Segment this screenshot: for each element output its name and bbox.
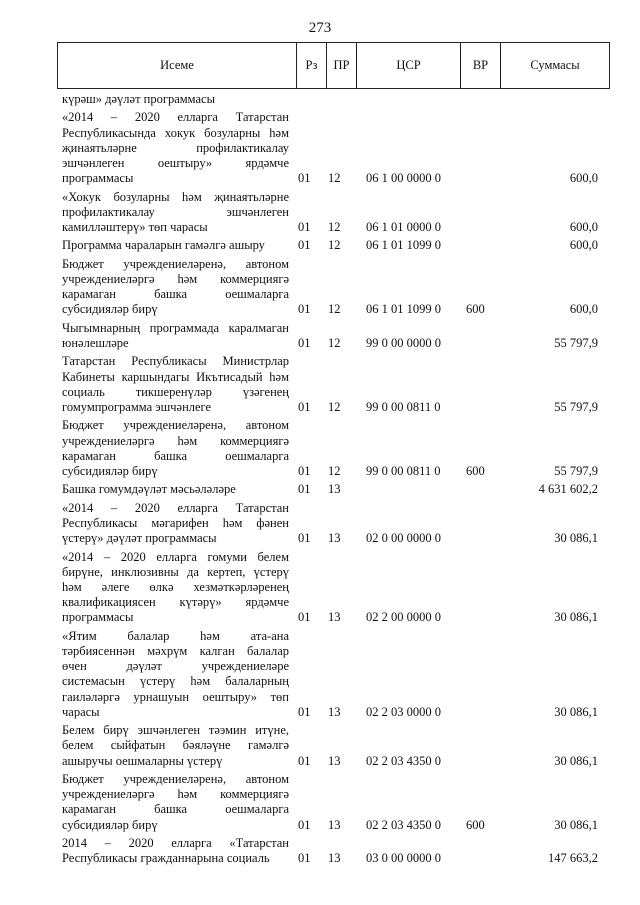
header-name: Исеме	[58, 43, 297, 89]
row-name-line: Кабинеты каршындагы Икътисадый һәм	[62, 369, 289, 384]
row-name-line: Чыгымнарның программада каралмаган	[62, 320, 289, 335]
row-name-line: 2014 – 2020 елларга «Татарстан	[62, 836, 289, 850]
row-csr: 02 0 00 0000 0	[366, 531, 441, 546]
row-name-line: «Ятим балалар һәм ата-ана	[62, 628, 289, 643]
row-csr: 99 0 00 0811 0	[366, 399, 441, 414]
row-sum: 600,0	[569, 219, 598, 234]
row-sum: 600,0	[569, 171, 598, 186]
row-name-line: Республикасы гражданнарына социаль	[62, 851, 270, 866]
row-name-line: карамаган башка оешмаларга	[62, 802, 289, 817]
row-name	[62, 257, 289, 318]
row-rz: 01	[298, 463, 311, 478]
row-pr: 12	[328, 219, 341, 234]
header-vr: ВР	[461, 43, 501, 89]
row-vr: 600	[466, 302, 485, 317]
row-name	[62, 238, 289, 253]
row-name-line: гаиләләргә урнашуын оештыру» төп	[62, 689, 289, 704]
row-pr: 13	[328, 531, 341, 546]
row-sum: 600,0	[569, 238, 598, 253]
row-name	[62, 836, 289, 866]
row-sum: 30 086,1	[554, 753, 598, 768]
row-rz: 01	[298, 171, 311, 186]
row-pr: 13	[328, 482, 341, 497]
row-name-line: тәрбиясеннән мәхрүм калган балалар	[62, 644, 289, 658]
row-pr: 12	[328, 238, 341, 253]
row-name-line: квалификациясен күтәрү» ярдәмче	[62, 595, 289, 610]
row-sum: 30 086,1	[554, 610, 598, 625]
row-csr: 99 0 00 0000 0	[366, 335, 441, 350]
row-name-line: үстерү» дәүләт программасы	[62, 531, 217, 546]
row-sum: 4 631 602,2	[538, 482, 598, 497]
row-rz: 01	[298, 531, 311, 546]
page-number: 273	[308, 20, 332, 36]
row-sum: 55 797,9	[554, 463, 598, 478]
row-rz: 01	[298, 302, 311, 317]
row-csr: 99 0 00 0811 0	[366, 463, 441, 478]
row-name	[62, 354, 289, 415]
row-name	[62, 482, 289, 497]
row-csr: 02 2 03 4350 0	[366, 817, 441, 832]
row-name-line: Республикасы мәгарифен һәм фәнен	[62, 516, 289, 530]
row-name-line: Бюджет учреждениеләренә, автоном	[62, 256, 289, 271]
row-name-line: социаль тикшеренүләр үзәгенең	[62, 384, 289, 399]
row-sum: 55 797,9	[554, 335, 598, 350]
row-name-line: гомумпрограмма эшчәнлеге	[62, 400, 212, 414]
row-name-line: «Хокук бозуларны һәм җинаятьләрне	[62, 189, 289, 204]
row-csr: 06 1 01 1099 0	[366, 302, 441, 317]
row-name-line: субсидияләр бирү	[62, 302, 158, 317]
row-rz: 01	[298, 610, 311, 625]
row-name-line: ашыручы оешмаларны үстерү	[62, 753, 223, 768]
row-name-line: субсидияләр бирү	[62, 464, 158, 478]
row-sum: 147 663,2	[548, 851, 598, 866]
row-pr: 13	[328, 704, 341, 719]
row-name	[62, 418, 289, 479]
row-sum: 30 086,1	[554, 817, 598, 832]
row-name-line: бирүне, инклюзивны да кертеп, үстерү	[62, 564, 289, 579]
row-name	[62, 550, 289, 626]
row-name-line: «2014 – 2020 елларга гомуми белем	[62, 549, 289, 564]
row-name-line: эшчәнлеген оештыру» ярдәмче	[62, 156, 289, 170]
row-name-line: «2014 – 2020 елларга Татарстан	[62, 500, 289, 515]
row-name-line: профилактикалау эшчәнлеген	[62, 204, 289, 219]
row-pr: 12	[328, 463, 341, 478]
row-name-line: Бюджет учреждениеләренә, автоном	[62, 772, 289, 786]
header-sum: Суммасы	[501, 43, 610, 89]
row-rz: 01	[298, 851, 311, 866]
row-rz: 01	[298, 817, 311, 832]
row-rz: 01	[298, 238, 311, 253]
row-csr: 03 0 00 0000 0	[366, 851, 441, 866]
row-pr: 12	[328, 399, 341, 414]
row-pr: 12	[328, 171, 341, 186]
row-pr: 12	[328, 302, 341, 317]
row-csr: 02 2 00 0000 0	[366, 610, 441, 625]
row-rz: 01	[298, 335, 311, 350]
row-name-line: белем сыйфатын бәяләүне гамәлгә	[62, 738, 289, 753]
row-name	[62, 772, 289, 833]
row-name	[62, 110, 289, 186]
row-csr: 02 2 03 0000 0	[366, 704, 441, 719]
row-name-line: «2014 – 2020 елларга Татарстан	[62, 110, 289, 125]
row-csr: 06 1 00 0000 0	[366, 171, 441, 186]
row-name-line: Татарстан Республикасы Министрлар	[62, 354, 289, 369]
row-name-line: учреждениеләргә һәм коммерциягә	[62, 272, 289, 286]
row-csr: 06 1 01 0000 0	[366, 219, 441, 234]
row-pr: 13	[328, 851, 341, 866]
row-name-line: Бюджет учреждениеләренә, автоном	[62, 418, 289, 433]
row-pr: 12	[328, 335, 341, 350]
row-name-line: учреждениеләргә һәм коммерциягә	[62, 787, 289, 802]
row-name	[62, 321, 289, 351]
row-name-line: программасы	[62, 171, 134, 186]
row-pr: 13	[328, 753, 341, 768]
row-vr: 600	[466, 463, 485, 478]
row-name-line: карамаган башка оешмаларга	[62, 448, 289, 463]
row-name-line: карамаган башка оешмаларга	[62, 287, 289, 302]
row-rz: 01	[298, 482, 311, 497]
row-rz: 01	[298, 704, 311, 719]
row-name-line: программасы	[62, 610, 134, 625]
row-csr: 02 2 03 4350 0	[366, 753, 441, 768]
row-csr: 06 1 01 1099 0	[366, 238, 441, 253]
row-name-line: юнәлешләре	[62, 336, 129, 350]
row-rz: 01	[298, 399, 311, 414]
row-name	[62, 92, 289, 107]
row-name-line: чарасы	[62, 704, 100, 719]
row-vr: 600	[466, 817, 485, 832]
row-pr: 13	[328, 817, 341, 832]
row-name-line: күрәш» дәүләт программасы	[62, 92, 215, 106]
row-name	[62, 190, 289, 236]
row-sum: 30 086,1	[554, 704, 598, 719]
table-header	[57, 42, 610, 89]
row-rz: 01	[298, 753, 311, 768]
header-csr: ЦСР	[357, 43, 461, 89]
row-name-line: системасын үстерү һәм балаларның	[62, 674, 289, 689]
row-name-line: Программа чараларын гамәлгә ашыру	[62, 238, 265, 253]
row-name-line: Республикасында хокук бозуларны һәм	[62, 125, 289, 140]
row-name-line: камилләштерү» төп чарасы	[62, 220, 208, 234]
header-rz: Рз	[297, 43, 327, 89]
row-name-line: җинаятьләрне профилактикалау	[62, 140, 289, 155]
row-sum: 600,0	[569, 302, 598, 317]
row-name-line: учреждениеләргә һәм коммерциягә	[62, 433, 289, 448]
row-sum: 30 086,1	[554, 531, 598, 546]
row-name-line: һәм әлеге өлкә хезмәткәрләренең	[62, 580, 289, 594]
row-pr: 13	[328, 610, 341, 625]
row-name	[62, 501, 289, 547]
row-name-line: өчен дәүләт учреждениеләре	[62, 659, 289, 674]
row-name-line: Башка гомумдәүләт мәсьәләләре	[62, 482, 236, 497]
row-name	[62, 723, 289, 769]
row-name-line: субсидияләр бирү	[62, 817, 158, 832]
row-name	[62, 629, 289, 720]
header-pr: ПР	[327, 43, 357, 89]
row-name-line: Белем бирү эшчәнлеген тәэмин итүне,	[62, 723, 289, 738]
row-sum: 55 797,9	[554, 399, 598, 414]
row-rz: 01	[298, 219, 311, 234]
